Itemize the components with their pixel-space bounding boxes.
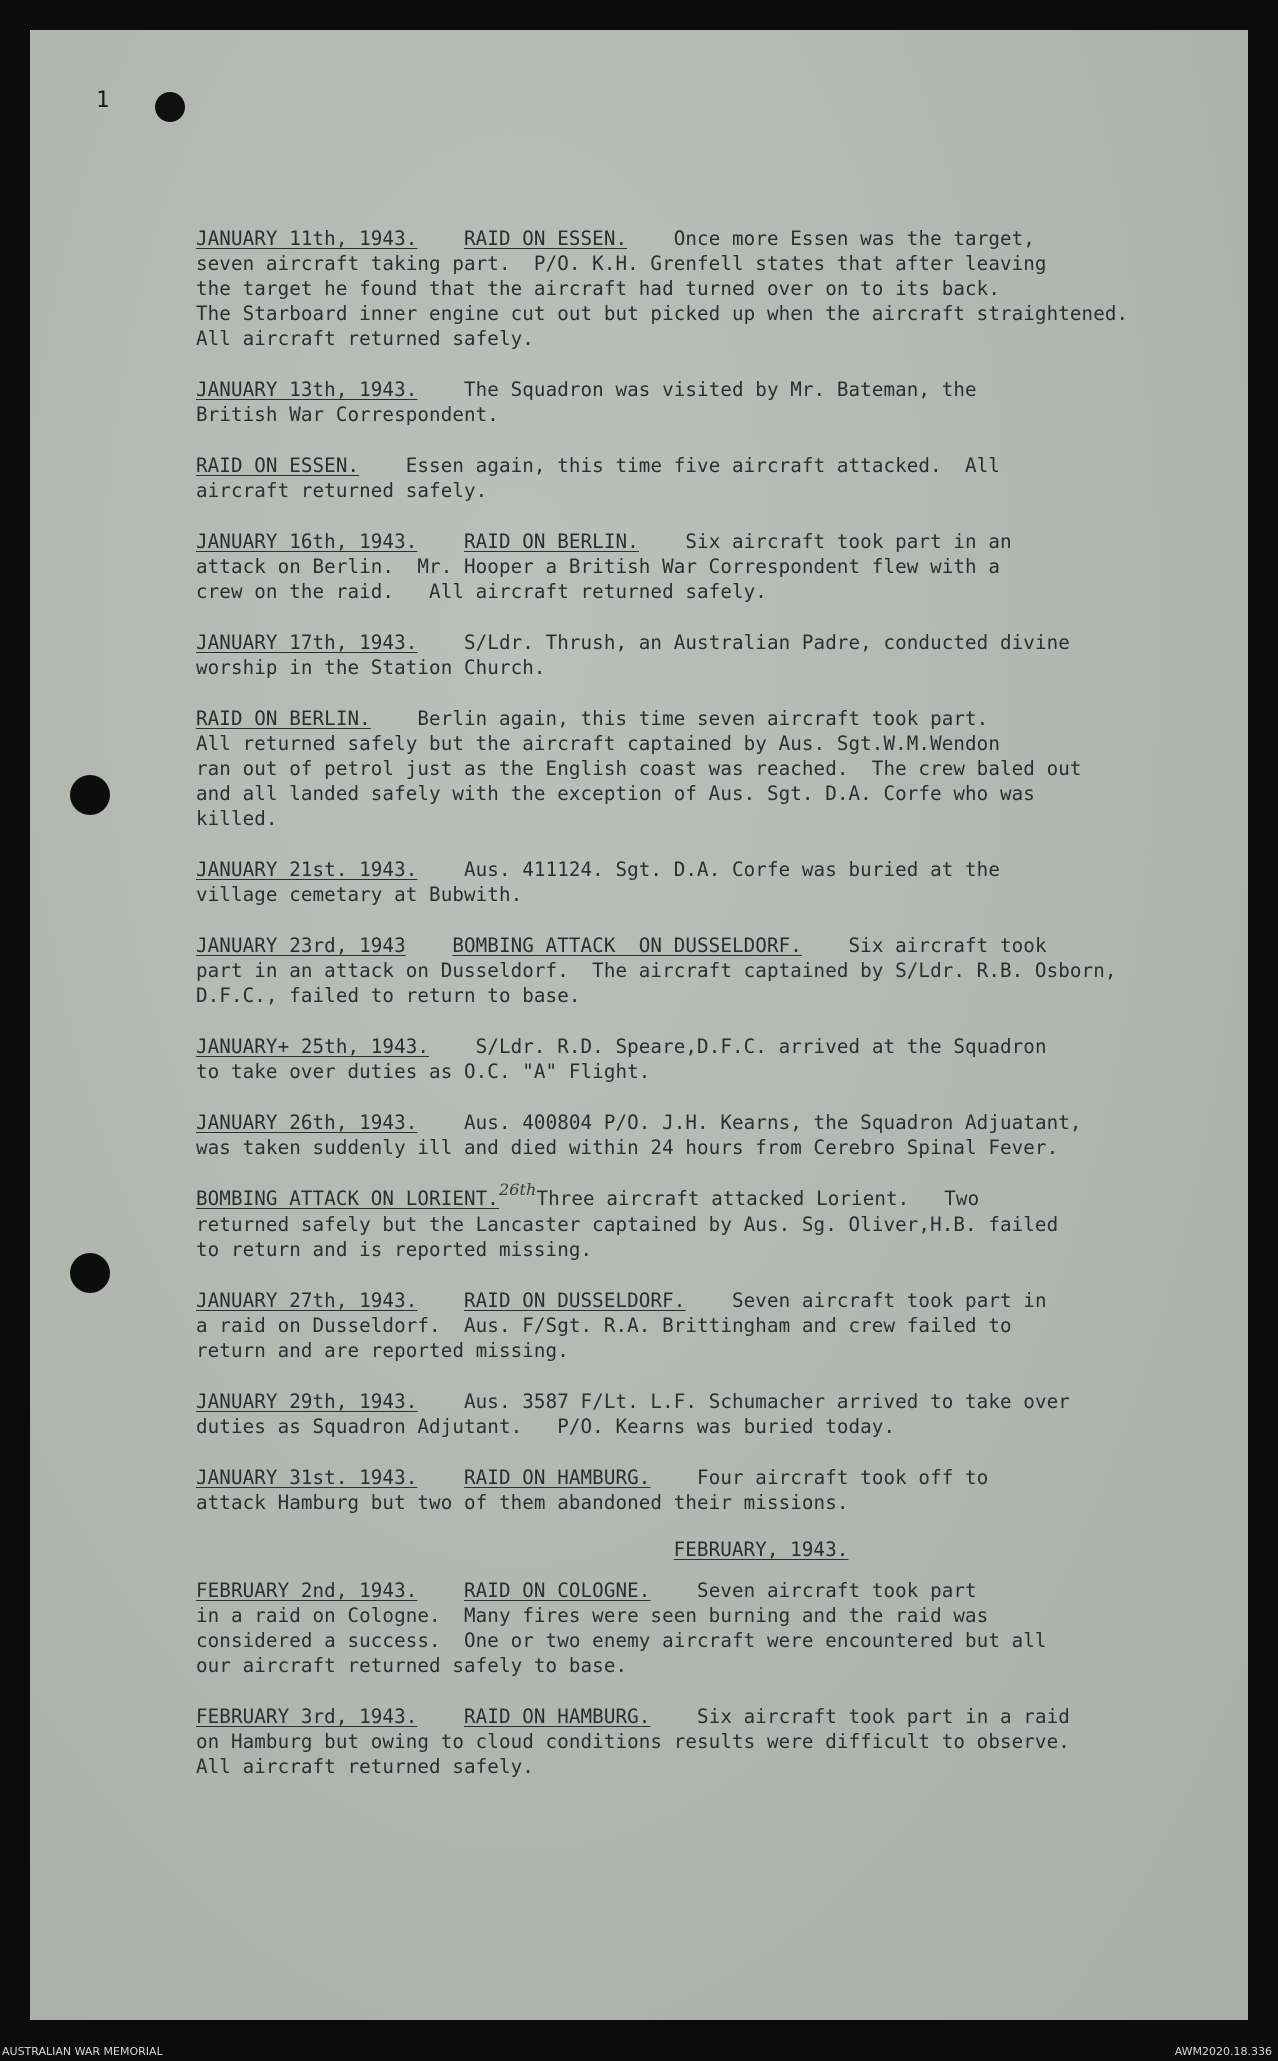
page-number-mark: 1 [96,88,110,113]
diary-entry [196,1578,1236,1678]
diary-entry [196,630,1236,680]
entry-first-line [196,1288,1236,1313]
entry-date: JANUARY 17th, 1943. [196,631,418,654]
entry-title: RAID ON HAMBURG. [464,1466,651,1489]
entry-text-line: village cemetary at Bubwith. [196,883,523,906]
entry-date: JANUARY+ 25th, 1943. [196,1035,430,1058]
entry-first-line [196,933,1236,958]
entry-text-line: Once more Essen was the target, [673,227,1035,250]
entry-text-line: Aus. 3587 F/Lt. L.F. Schumacher arrived to take over [464,1390,1070,1413]
diary-entry [196,453,1236,503]
entry-text-line: The Starboard inner engine cut out but picked up when the aircraft straightened. [196,302,1129,325]
entry-text-line: S/Ldr. Thrush, an Australian Padre, conducted divine [464,631,1070,654]
entry-first-line [196,1034,1236,1059]
entry-text-line: Six aircraft took [848,934,1047,957]
document-page [30,30,1248,2020]
entry-text-line: attack Hamburg but two of them abandoned their missions. [196,1491,849,1514]
entry-text-line: All aircraft returned safely. [196,327,534,350]
entry-text-line: All aircraft returned safely. [196,1755,534,1778]
entry-date: JANUARY 31st. 1943. [196,1466,418,1489]
entry-first-line [196,453,1236,478]
entry-text-line: considered a success. One or two enemy aircraft were encountered but all [196,1629,1047,1652]
entry-text-line: and all landed safely with the exception of Aus. Sgt. D.A. Corfe who was [196,782,1035,805]
entry-text-line: to return and is reported missing. [196,1238,593,1261]
entry-text-line: Four aircraft took off to [697,1466,989,1489]
entry-text-line: on Hamburg but owing to cloud conditions results were difficult to observe. [196,1730,1070,1753]
entry-text-line: All returned safely but the aircraft captained by Aus. Sgt.W.M.Wendon [196,732,1000,755]
diary-entry [196,857,1236,907]
diary-entry [196,1034,1236,1084]
entry-date: JANUARY 21st. 1943. [196,858,418,881]
entry-text-line: the target he found that the aircraft had turned over on to its back. [196,277,1000,300]
diary-entry [196,226,1236,351]
diary-entry [196,1180,1236,1262]
entry-title: RAID ON COLOGNE. [464,1579,651,1602]
entry-title: RAID ON ESSEN. [464,227,628,250]
entry-text-line: returned safely but the Lancaster captained by Aus. Sg. Oliver,H.B. failed [196,1213,1059,1236]
entry-date: JANUARY 11th, 1943. [196,227,418,250]
entry-text-line: British War Correspondent. [196,403,499,426]
entry-first-line [196,1465,1236,1490]
entry-first-line [196,1704,1236,1729]
footer-accession-number: AWM2020.18.336 [1174,2045,1272,2058]
entry-date: FEBRUARY 2nd, 1943. [196,1579,418,1602]
entry-text-line: seven aircraft taking part. P/O. K.H. Grenfell states that after leaving [196,252,1047,275]
footer-institution: AUSTRALIAN WAR MEMORIAL [2,2045,163,2058]
entry-first-line [196,226,1236,251]
entry-text-line: Essen again, this time five aircraft attacked. All [405,454,1000,477]
entry-date: JANUARY 27th, 1943. [196,1289,418,1312]
entry-date: JANUARY 23rd, 1943 [196,934,406,957]
entry-text-line: killed. [196,807,278,830]
diary-entry [196,1110,1236,1160]
entry-title: RAID ON DUSSELDORF. [464,1289,686,1312]
entry-date: JANUARY 26th, 1943. [196,1111,418,1134]
entry-text-line: worship in the Station Church. [196,656,546,679]
entry-text-line: Aus. 411124. Sgt. D.A. Corfe was buried at the [464,858,1000,881]
entry-first-line [196,377,1236,402]
diary-entry [196,1704,1236,1779]
diary-entry [196,1465,1236,1515]
entry-first-line [196,1578,1236,1603]
entry-date: JANUARY 13th, 1943. [196,378,418,401]
entry-text-line: The Squadron was visited by Mr. Bateman, the [464,378,977,401]
entry-date: FEBRUARY 3rd, 1943. [196,1705,418,1728]
diary-entry [196,1389,1236,1439]
entry-text-line: Six aircraft took part in a raid [697,1705,1070,1728]
entry-text-line: D.F.C., failed to return to base. [196,984,581,1007]
punch-hole-top [70,775,110,815]
entry-date: JANUARY 16th, 1943. [196,530,418,553]
entry-text-line: to take over duties as O.C. "A" Flight. [196,1060,651,1083]
entry-text-line: Three aircraft attacked Lorient. Two [536,1187,980,1210]
document-body [196,226,1236,1805]
entry-text-line: Six aircraft took part in an [685,530,1012,553]
entry-text-line: crew on the raid. All aircraft returned safely. [196,580,767,603]
ink-blot [155,92,185,122]
punch-hole-bottom [70,1253,110,1293]
month-heading: FEBRUARY, 1943. [673,1538,849,1561]
entry-text-line: Seven aircraft took part [697,1579,977,1602]
entry-text-line: S/Ldr. R.D. Speare,D.F.C. arrived at the Squadron [475,1035,1047,1058]
entry-text-line: return and are reported missing. [196,1339,569,1362]
entry-title: RAID ON BERLIN. [464,530,639,553]
handwritten-annotation: 26th [498,1180,537,1199]
entry-first-line [196,1110,1236,1135]
entry-first-line [196,706,1236,731]
diary-entry [196,706,1236,831]
entry-title: RAID ON BERLIN. [196,707,371,730]
entry-first-line [196,630,1236,655]
diary-entry [196,529,1236,604]
entry-text-line: attack on Berlin. Mr. Hooper a British War Correspondent flew with a [196,555,1000,578]
entry-first-line [196,857,1236,882]
entry-text-line: Berlin again, this time seven aircraft took part. [417,707,989,730]
entry-text-line: aircraft returned safely. [196,479,488,502]
diary-entry [196,933,1236,1008]
entry-first-line [196,529,1236,554]
diary-entry [196,1288,1236,1363]
entry-text-line: Seven aircraft took part in [732,1289,1047,1312]
entry-title: RAID ON HAMBURG. [464,1705,651,1728]
entry-title: BOMBING ATTACK ON DUSSELDORF. [452,934,802,957]
entry-text-line: a raid on Dusseldorf. Aus. F/Sgt. R.A. Brittingham and crew failed to [196,1314,1012,1337]
diary-entry [196,377,1236,427]
entry-text-line: Aus. 400804 P/O. J.H. Kearns, the Squadron Adjuatant, [464,1111,1082,1134]
entry-title: RAID ON ESSEN. [196,454,360,477]
entry-date: JANUARY 29th, 1943. [196,1390,418,1413]
entry-text-line: in a raid on Cologne. Many fires were seen burning and the raid was [196,1604,989,1627]
entry-first-line [196,1180,1236,1212]
entry-title: BOMBING ATTACK ON LORIENT. [196,1187,499,1210]
entry-text-line: our aircraft returned safely to base. [196,1654,628,1677]
entry-text-line: was taken suddenly ill and died within 24 hours from Cerebro Spinal Fever. [196,1136,1059,1159]
entry-text-line: ran out of petrol just as the English coast was reached. The crew baled out [196,757,1082,780]
entry-text-line: duties as Squadron Adjutant. P/O. Kearns was buried today. [196,1415,896,1438]
entry-text-line: part in an attack on Dusseldorf. The aircraft captained by S/Ldr. R.B. Osborn, [196,959,1117,982]
entry-first-line [196,1389,1236,1414]
